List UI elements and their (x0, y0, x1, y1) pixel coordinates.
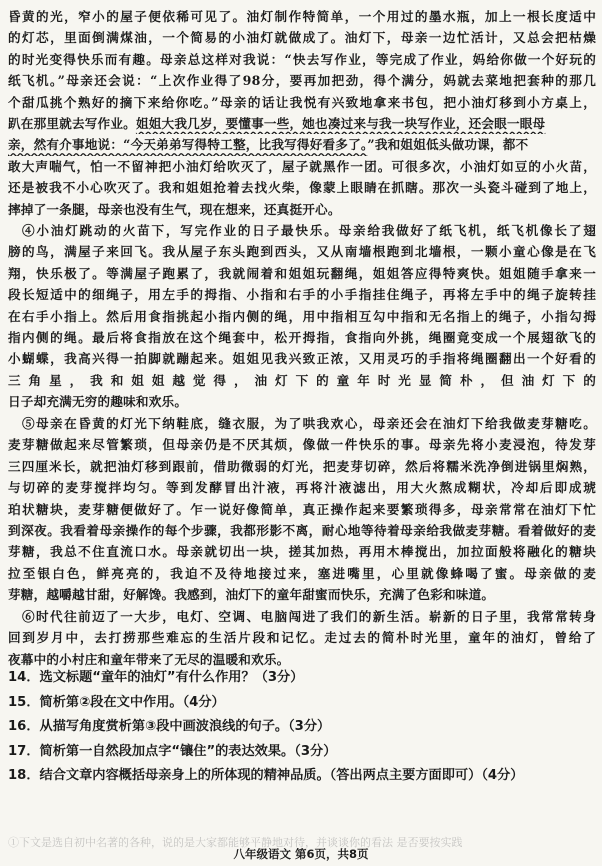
text-line: 指内侧的绳。最后将食指放在这个绳套中，松开拇指，食指向外挑，绳圈竟变成一个展翅欲飞的 (8, 329, 596, 345)
question-18: 18．结合文章内容概括母亲身上的所体现的精神品质。（答出两点主要方面即可）（4分） (8, 768, 524, 784)
text-line: 日子却充满无穷的趣味和欢乐。 (8, 394, 188, 410)
page-footer: 八年级语文 第6页，共8页 (233, 847, 369, 861)
question-16: 16．从描写角度赏析第③段中画波浪线的句子。（3分） (8, 719, 331, 735)
text-line: 小蝴蝶，我高兴得一拍脚就蹦起来。姐姐见我兴致正浓，又用灵巧的手指将绳圈翻出一个好看的 (8, 351, 596, 367)
text-line: 在右手小指上。然后用食指挑起小指内侧的绳，用中指相互勾中指和无名指上的绳子，小指勾拇 (8, 308, 596, 324)
bleed-through-text: ①下文是选自初中名著的各种，说的是大家都能够平静地对待，并谈谈你的看法 是否要按实践 (8, 836, 463, 849)
text-line: 纸飞机。”母亲还会说：“上次作业得了98分，要再加把劲，得个满分，妈就去菜地把套种的那几 (8, 73, 596, 89)
text-line: 段长短适中的细绳子，用左手的拇指、小指和右手的小手指挂住绳子，再将左手中的绳子旋转挂 (8, 287, 596, 303)
text-line: 三角星，我和姐姐越觉得，油灯下的童年时光显简朴，但油灯下的 (8, 372, 596, 388)
question-17: 17．简析第一自然段加点字“镶住”的表达效果。（3分） (8, 743, 337, 759)
question-15: 15．简析第②段在文中作用。（4分） (8, 694, 225, 710)
text-line: ⑥时代往前迈了一大步，电灯、空调、电脑闯进了我们的新生活。崭新的日子里，我常常转身 (22, 609, 596, 624)
paragraph-4 (8, 220, 596, 413)
text-line: 的灯芯，里面倒满煤油，一个简易的小油灯就做成了。油灯下，母亲一边忙活计，又总会把枯燥 (8, 30, 596, 46)
text-line: 珀状糖块，麦芽糖便做好了。乍一说好像简单，真正操作起来要繁琐得多，母亲常常在油灯下忙 (8, 501, 596, 517)
text-line: 的时光变得快乐而有趣。母亲总这样对我说：“快去写作业，等完成了作业，妈给你做一个好玩的 (8, 51, 596, 67)
text-line: 敢大声喘气，怕一不留神把小油灯给吹灭了，屋子就黑作一团。可很多次，小油灯如豆的小火苗， (8, 158, 596, 174)
wavy-underlined-sentence: 亲，然有介事地说：“今天弟弟写得特工整，比我写得好看多了。 (8, 137, 368, 153)
text-line: 三四厘米长，就把油灯移到跟前，借助微弱的灯光，把麦芽切碎，然后将糯米洗净倒进锅里焖熟， (8, 458, 596, 474)
question-list (8, 666, 596, 789)
text-line: ⑤母亲在昏黄的灯光下纳鞋底，缝衣服，为了哄我欢心，母亲还会在油灯下给我做麦芽糖吃。 (22, 416, 596, 431)
paragraph-intro (8, 6, 596, 220)
text-line: 拉至银白色，鲜亮亮的，我迫不及待地接过来，塞进嘴里，心里就像蜂喝了蜜。母亲做的麦 (8, 565, 596, 581)
text-line: 昏黄的光，窄小的屋子便依稀可见了。油灯制作特简单，一个用过的墨水瓶，加上一根长度适中 (8, 9, 596, 24)
wavy-underlined-sentence: 姐姐大我几岁，要懂事一些，她也凑过来与我一块写作业，还会眼一眼母 (135, 115, 546, 131)
text-line: ④小油灯跳动的火苗下，写完作业的日子最快乐。母亲给我做好了纸飞机，纸飞机像长了翅 (22, 223, 596, 238)
text-line (8, 134, 596, 155)
paragraph-5 (8, 413, 596, 606)
text-line: 还是被我不小心吹灭了。我和姐姐抢着去找火柴，像蒙上眼睛在抓瞎。那次一头瓷斗碰到了地上， (8, 180, 596, 196)
text-line: 麦芽糖做起来尽管繁琐，但母亲仍是不厌其烦，像做一件快乐的事。母亲先将小麦浸泡，待发芽 (8, 437, 596, 453)
paragraph-6 (8, 606, 596, 670)
text-segment: ”我和姐姐低头做功课，都不 (367, 137, 529, 153)
text-line: 芽糖，我总不住直流口水。母亲就切出一块，搓其加热，再用木棒搅出，加拉面般将融化的糖块 (8, 544, 596, 560)
text-segment: 趴在那里就去写作业。 (8, 115, 136, 131)
text-line: 翔，快乐极了。等满屋子跑累了，我就闹着和姐姐玩翻绳，姐姐答应得特爽快。姐姐随手拿来一 (8, 265, 596, 281)
text-line (8, 113, 596, 134)
text-line: 膀的鸟，满屋子来回飞。我从屋子东头跑到西头，又从南墙根跑到北墙根，一颗小童心像是在飞 (8, 244, 596, 260)
text-line: 与切碎的麦芽搅拌均匀。等到发酵冒出汁液，再将汁液滤出，用大火熬成糊状，冷却后即成琥 (8, 480, 596, 496)
text-line: 个甜瓜挑个熟好的摘下来给你吃。”母亲的话让我悦有兴致地拿来书包，把小油灯移到小方桌上， (8, 94, 596, 110)
text-line: 摔掉了一条腿，母亲也没有生气，现在想来，还真挺开心。 (8, 201, 341, 217)
text-line: 回到岁月中，去打捞那些难忘的生活片段和记忆。走过去的简朴时光里，童年的油灯，曾给了 (8, 630, 596, 646)
question-14: 14．选文标题“童年的油灯”有什么作用？（3分） (8, 670, 304, 685)
text-line: 夜幕中的小村庄和童年带来了无尽的温暖和欢乐。 (8, 651, 290, 667)
text-line: 芽糖，越嚼越甘甜，好解馋。我感到，油灯下的童年甜蜜而快乐，充满了色彩和味道。 (8, 587, 495, 603)
text-line: 到深夜。我看着母亲操作的每个步骤，我都形影不离，耐心地等待着母亲给我做麦芽糖。看着做好的麦 (8, 522, 596, 538)
